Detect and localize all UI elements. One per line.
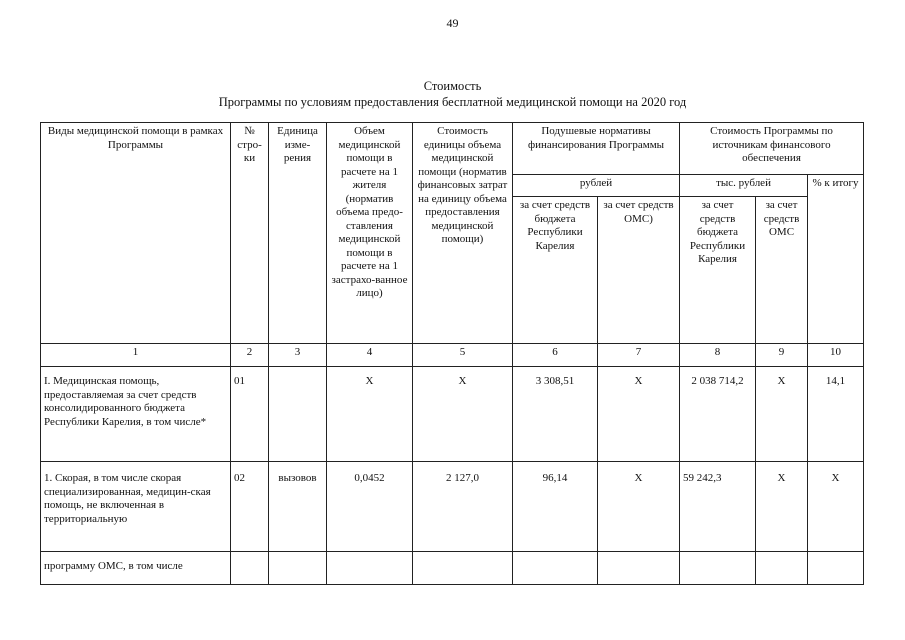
- header-program-cost-group: Стоимость Программы по источникам финансового обеспечения: [680, 123, 864, 175]
- header-cost-budget: за счет средств бюджета Республики Карелия: [680, 197, 756, 344]
- row-unit: [269, 552, 327, 585]
- col-number: 6: [513, 344, 598, 367]
- document-title: Стоимость: [423, 79, 482, 93]
- header-cost-oms: за счет средств ОМС: [756, 197, 808, 344]
- document-subtitle: Программы по условиям предоставления бесплатной медицинской помощи на 2020 год: [218, 95, 687, 109]
- header-per-capita-group: Подушевые нормативы финансирования Программы: [513, 123, 680, 175]
- row-pc-budget: 96,14: [513, 462, 598, 552]
- row-pc-oms: X: [598, 462, 680, 552]
- row-pc-budget: [513, 552, 598, 585]
- header-line-number: № стро-ки: [231, 123, 269, 344]
- col-number: 8: [680, 344, 756, 367]
- row-unit-cost: 2 127,0: [413, 462, 513, 552]
- row-line-number: [231, 552, 269, 585]
- col-number: 1: [41, 344, 231, 367]
- header-pc-oms: за счет средств ОМС): [598, 197, 680, 344]
- row-cost-oms: X: [756, 462, 808, 552]
- header-unit: Единица изме-рения: [269, 123, 327, 344]
- header-pc-budget: за счет средств бюджета Республики Карелия: [513, 197, 598, 344]
- header-thousand-rubles: тыс. рублей: [680, 175, 808, 197]
- row-percent: 14,1: [808, 367, 864, 462]
- row-line-number: 02: [231, 462, 269, 552]
- col-number: 5: [413, 344, 513, 367]
- header-percent-total: % к итогу: [808, 175, 864, 344]
- column-number-row: [41, 344, 864, 367]
- row-pc-oms: X: [598, 367, 680, 462]
- header-care-types: Виды медицинской помощи в рамках Программы: [41, 123, 231, 344]
- table-row: [41, 462, 864, 552]
- row-volume: 0,0452: [327, 462, 413, 552]
- col-number: 4: [327, 344, 413, 367]
- page-number: 49: [446, 16, 459, 30]
- row-percent: [808, 552, 864, 585]
- header-volume: Объем медицинской помощи в расчете на 1 жителя (норматив объема предо-ставления медицинской помощи в расчете на 1 застрахо-ванное лицо): [327, 123, 413, 344]
- row-cost-budget: [680, 552, 756, 585]
- table-row: [41, 367, 864, 462]
- col-number: 3: [269, 344, 327, 367]
- row-cost-budget: 59 242,3: [680, 462, 756, 552]
- row-percent: X: [808, 462, 864, 552]
- row-pc-budget: 3 308,51: [513, 367, 598, 462]
- row-unit-cost: X: [413, 367, 513, 462]
- row-pc-oms: [598, 552, 680, 585]
- row-name: I. Медицинская помощь, предоставляемая за счет средств консолидированного бюджета Республики Карелия, в том числе*: [41, 367, 231, 462]
- row-unit-cost: [413, 552, 513, 585]
- cost-table: [40, 122, 864, 585]
- row-unit: [269, 367, 327, 462]
- table-row: [41, 552, 864, 585]
- row-name: 1. Скорая, в том числе скорая специализированная, медицин-ская помощь, не включенная в территориальную: [41, 462, 231, 552]
- col-number: 7: [598, 344, 680, 367]
- row-line-number: 01: [231, 367, 269, 462]
- row-volume: [327, 552, 413, 585]
- row-volume: X: [327, 367, 413, 462]
- row-cost-oms: X: [756, 367, 808, 462]
- col-number: 2: [231, 344, 269, 367]
- row-unit: вызовов: [269, 462, 327, 552]
- header-rubles: рублей: [513, 175, 680, 197]
- row-name: программу ОМС, в том числе: [41, 552, 231, 585]
- row-cost-budget: 2 038 714,2: [680, 367, 756, 462]
- row-cost-oms: [756, 552, 808, 585]
- col-number: 9: [756, 344, 808, 367]
- col-number: 10: [808, 344, 864, 367]
- header-unit-cost: Стоимость единицы объема медицинской помощи (норматив финансовых затрат на единицу объема предоставления медицинской помощи): [413, 123, 513, 344]
